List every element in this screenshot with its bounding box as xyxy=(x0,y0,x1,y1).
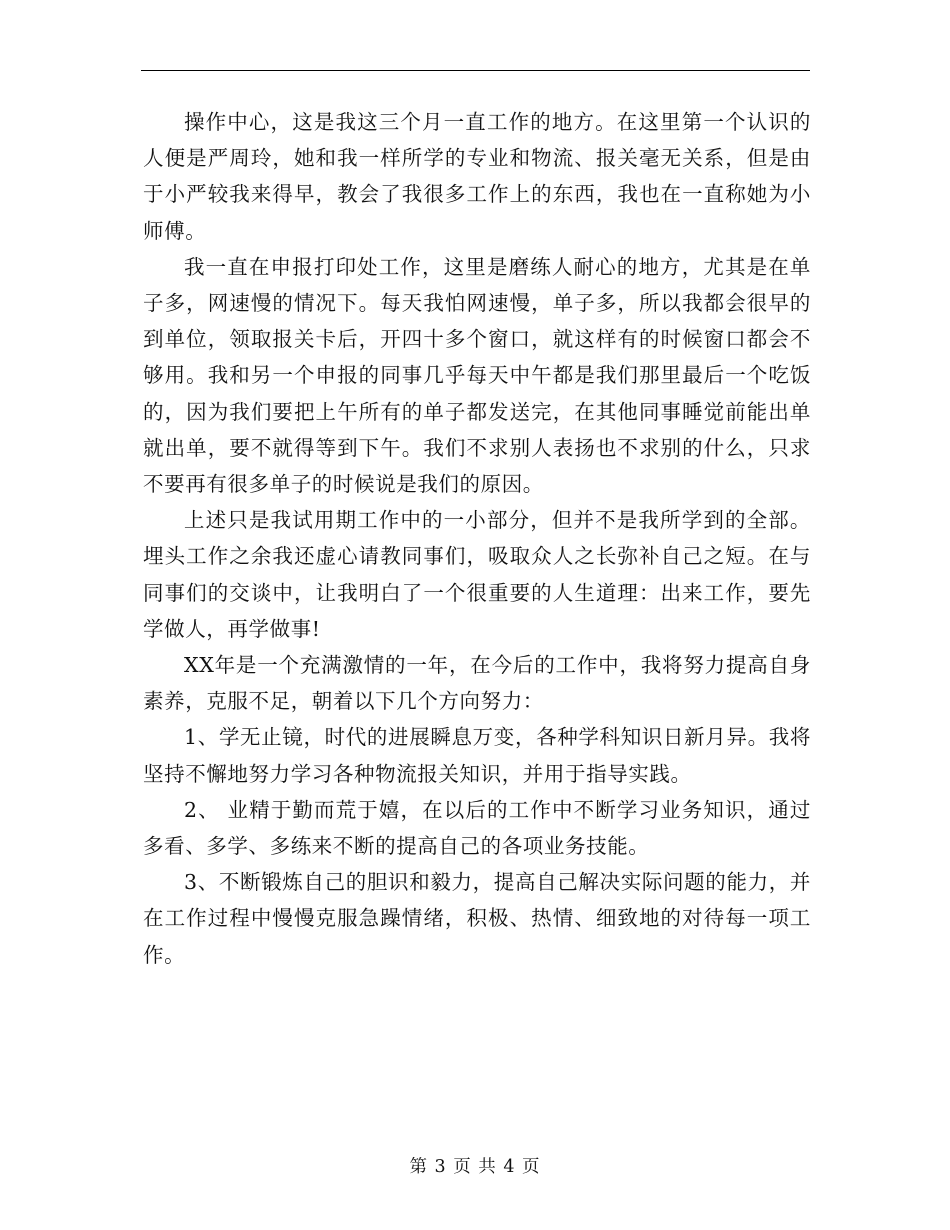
paragraph-probation-summary: 上述只是我试用期工作中的一小部分，但并不是我所学到的全部。埋头工作之余我还虚心请教同事们，吸取众人之长弥补自己之短。在与同事们的交谈中，让我明白了一个很重要的人生道理：出来工作，要先学做人，再学做事! xyxy=(143,508,811,641)
document-body xyxy=(143,104,811,973)
paragraph-future-goals-intro: XX年是一个充满激情的一年，在今后的工作中，我将努力提高自身素养，克服不足，朝着以下几个方向努力： xyxy=(143,653,811,714)
list-item-goal-1: 1、学无止镜，时代的进展瞬息万变，各种学科知识日新月异。我将坚持不懈地努力学习各种物流报关知识，并用于指导实践。 xyxy=(143,725,811,786)
list-item-goal-3: 3、不断锻炼自己的胆识和毅力，提高自己解决实际问题的能力，并在工作过程中慢慢克服急躁情绪，积极、热情、细致地的对待每一项工作。 xyxy=(143,870,811,967)
header-rule xyxy=(141,70,810,71)
list-item-goal-2: 2、 业精于勤而荒于嬉，在以后的工作中不断学习业务知识，通过多看、多学、多练来不断的提高自己的各项业务技能。 xyxy=(143,797,811,859)
paragraph-operations-center: 操作中心，这是我这三个月一直工作的地方。在这里第一个认识的人便是严周玲，她和我一样所学的专业和物流、报关毫无关系，但是由于小严较我来得早，教会了我很多工作上的东西，我也在一直称她为小师傅。 xyxy=(143,110,811,243)
paragraph-declaration-desk: 我一直在申报打印处工作，这里是磨练人耐心的地方，尤其是在单子多，网速慢的情况下。每天我怕网速慢，单子多，所以我都会很早的到单位，领取报关卡后，开四十多个窗口，就这样有的时候窗口都会不够用。我和另一个申报的同事几乎每天中午都是我们那里最后一个吃饭的，因为我们要把上午所有的单子都发送完，在其他同事睡觉前能出单就出单，要不就得等到下午。我们不求别人表扬也不求别的什么，只求不要再有很多单子的时候说是我们的原因。 xyxy=(143,254,811,497)
page-number-footer: 第 3 页 共 4 页 xyxy=(409,1157,541,1177)
